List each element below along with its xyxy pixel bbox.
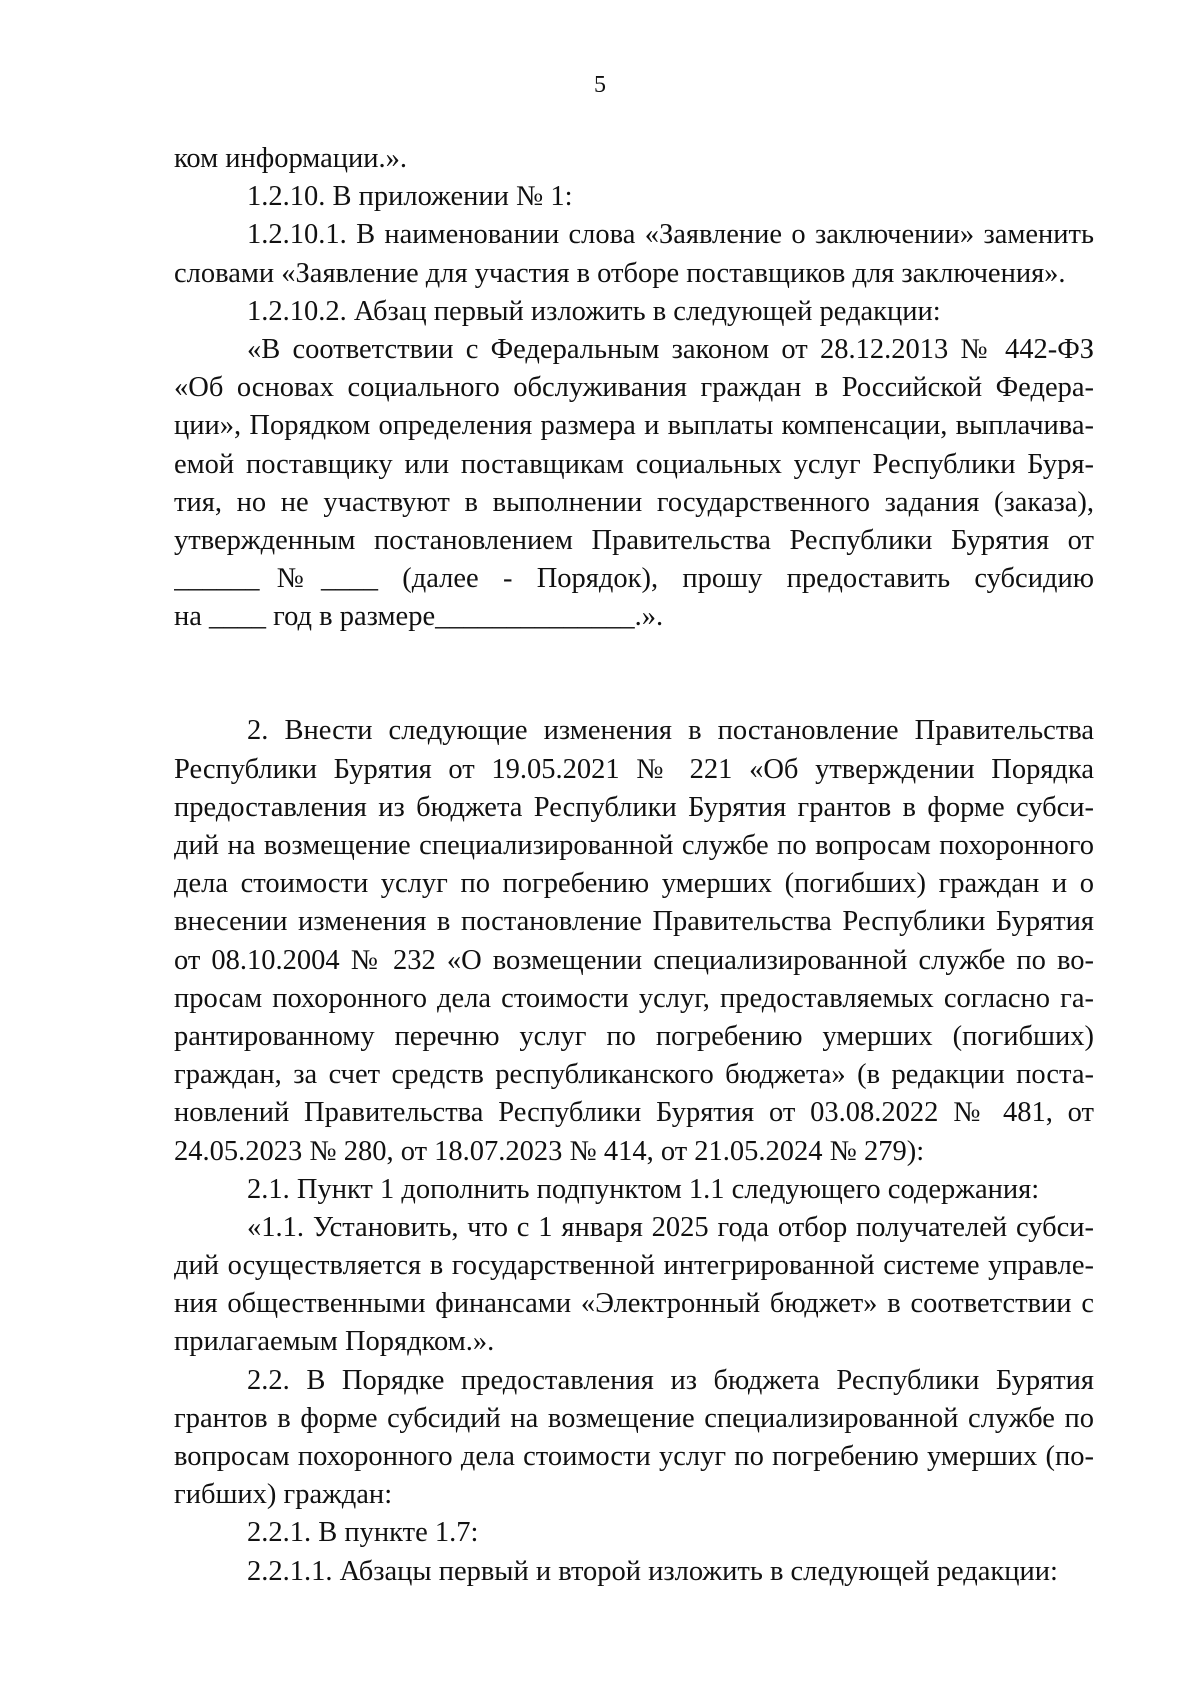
- text-line: 1.2.10.1. В наименовании слова «Заявление о заключении» заменить: [247, 219, 1094, 251]
- text-line: «1.1. Установить, что с 1 января 2025 года отбор получателей субси-: [247, 1211, 1094, 1243]
- text-line: 2.1. Пункт 1 дополнить подпунктом 1.1 следующего содержания:: [247, 1173, 1040, 1205]
- text-line: ком информации.».: [174, 143, 408, 174]
- text-line: емой поставщику или поставщикам социальных услуг Республики Буря-: [174, 448, 1094, 480]
- text-line: грантов в форме субсидий на возмещение специализированной службе по: [174, 1402, 1094, 1434]
- text-line: внесении изменения в постановление Правительства Республики Бурятия: [174, 906, 1094, 938]
- text-line: 2.2.1.1. Абзацы первый и второй изложить в следующей редакции:: [247, 1555, 1058, 1587]
- text-line: ______№____ (далее - Порядок), прошу предоставить субсидию: [174, 563, 1094, 595]
- text-line: от 08.10.2004 № 232 «О возмещении специализированной службе по во-: [174, 944, 1094, 976]
- text-line: ции», Порядком определения размера и выплаты компенсации, выплачива-: [174, 410, 1094, 442]
- text-line: утвержденным постановлением Правительства Республики Бурятия от: [174, 524, 1094, 556]
- text-line: 2.2. В Порядке предоставления из бюджета Республики Бурятия: [247, 1364, 1094, 1396]
- document-body: [174, 140, 1094, 1591]
- text-line: рантированному перечню услуг по погребению умерших (погибших): [174, 1020, 1094, 1052]
- text-line: граждан, за счет средств республиканского бюджета» (в редакции поста-: [174, 1059, 1094, 1091]
- paragraph-gap: [174, 636, 1094, 712]
- text-line: «В соответствии с Федеральным законом от 28.12.2013 № 442-ФЗ: [247, 333, 1094, 365]
- text-line: дий осуществляется в государственной интегрированной системе управле-: [174, 1250, 1094, 1282]
- text-line: гибших) граждан:: [174, 1479, 393, 1511]
- text-line: просам похоронного дела стоимости услуг, предоставляемых согласно га-: [174, 982, 1094, 1014]
- text-line: словами «Заявление для участия в отборе поставщиков для заключения».: [174, 257, 1066, 289]
- text-line: дела стоимости услуг по погребению умерших (погибших) граждан и о: [174, 868, 1094, 900]
- text-line: ния общественными финансами «Электронный бюджет» в соответствии с: [174, 1288, 1094, 1320]
- text-line: «Об основах социального обслуживания граждан в Российской Федера-: [174, 372, 1094, 404]
- text-line: предоставления из бюджета Республики Бурятия грантов в форме субси-: [174, 791, 1094, 823]
- text-line: на ____ год в размере______________.».: [174, 601, 664, 633]
- text-line: Республики Бурятия от 19.05.2021 № 221 «Об утверждении Порядка: [174, 753, 1094, 785]
- text-line: 1.2.10. В приложении № 1:: [247, 181, 573, 213]
- text-line: новлений Правительства Республики Бурятия от 03.08.2022 № 481, от: [174, 1097, 1094, 1129]
- text-line: дий на возмещение специализированной службе по вопросам похоронного: [174, 830, 1094, 861]
- text-line: 2. Внести следующие изменения в постановление Правительства: [247, 715, 1094, 747]
- text-line: прилагаемым Порядком.».: [174, 1326, 495, 1358]
- text-line: 2.2.1. В пункте 1.7:: [247, 1517, 479, 1549]
- text-line: 1.2.10.2. Абзац первый изложить в следующей редакции:: [247, 295, 941, 327]
- text-line: тия, но не участвуют в выполнении государственного задания (заказа),: [174, 486, 1094, 518]
- text-line: вопросам похоронного дела стоимости услуг по погребению умерших (по-: [174, 1441, 1094, 1472]
- page-number: 5: [594, 72, 606, 98]
- text-line: 24.05.2023 № 280, от 18.07.2023 № 414, от 21.05.2024 № 279):: [174, 1135, 925, 1167]
